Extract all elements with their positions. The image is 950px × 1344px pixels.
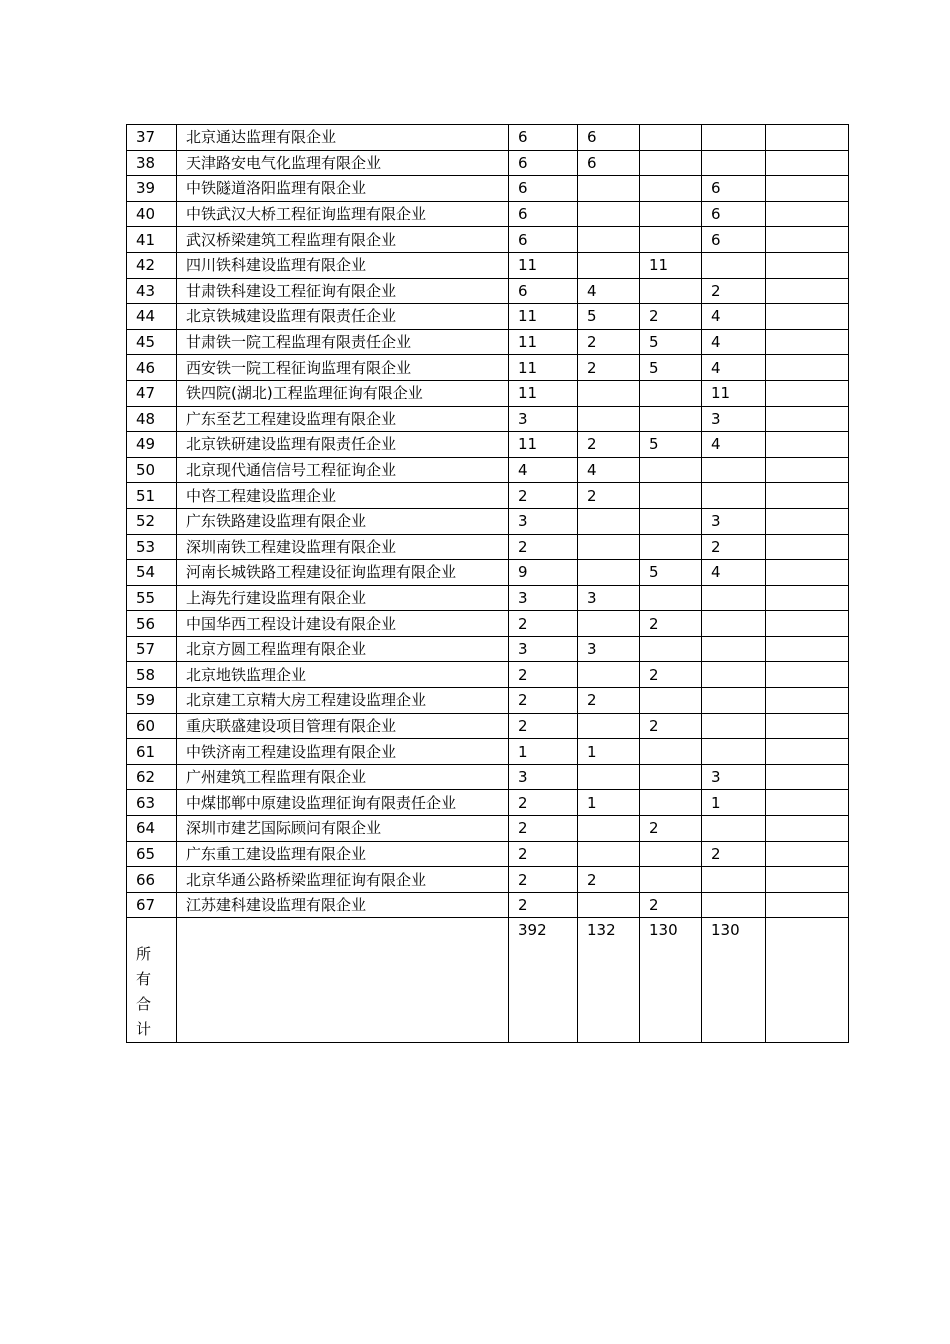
count-cell-1 <box>578 611 640 637</box>
total-count-cell: 2 <box>509 816 578 842</box>
table-row <box>127 636 849 662</box>
row-number-cell: 45 <box>127 329 177 355</box>
total-count-cell: 11 <box>509 329 578 355</box>
count-cell-3: 4 <box>702 304 766 330</box>
table-row <box>127 560 849 586</box>
company-name-cell: 重庆联盛建设项目管理有限企业 <box>177 713 509 739</box>
total-count-cell: 3 <box>509 508 578 534</box>
table-row <box>127 355 849 381</box>
table-row <box>127 457 849 483</box>
company-name-cell: 北京铁研建设监理有限责任企业 <box>177 432 509 458</box>
count-cell-1 <box>578 764 640 790</box>
total-count-cell: 2 <box>509 483 578 509</box>
row-number-cell: 66 <box>127 867 177 893</box>
count-cell-4 <box>766 739 849 765</box>
count-cell-2 <box>640 278 702 304</box>
count-cell-4 <box>766 176 849 202</box>
count-cell-3 <box>702 662 766 688</box>
total-count-cell: 2 <box>509 688 578 714</box>
count-cell-3: 6 <box>702 201 766 227</box>
total-count-cell: 6 <box>509 278 578 304</box>
count-cell-1 <box>578 508 640 534</box>
row-number-cell: 54 <box>127 560 177 586</box>
count-cell-1: 2 <box>578 329 640 355</box>
company-name-cell: 中铁武汉大桥工程征询监理有限企业 <box>177 201 509 227</box>
count-cell-1 <box>578 406 640 432</box>
count-cell-1 <box>578 252 640 278</box>
count-cell-2 <box>640 176 702 202</box>
company-name-cell: 深圳市建艺国际顾问有限企业 <box>177 816 509 842</box>
table-row <box>127 867 849 893</box>
count-cell-4 <box>766 841 849 867</box>
count-cell-4 <box>766 329 849 355</box>
table-row <box>127 790 849 816</box>
count-cell-1: 5 <box>578 304 640 330</box>
total-count-cell: 2 <box>509 534 578 560</box>
count-cell-3: 3 <box>702 764 766 790</box>
count-cell-2 <box>640 585 702 611</box>
count-cell-3: 3 <box>702 406 766 432</box>
table-row <box>127 534 849 560</box>
count-cell-3 <box>702 457 766 483</box>
company-name-cell: 上海先行建设监理有限企业 <box>177 585 509 611</box>
table-row <box>127 662 849 688</box>
company-name-cell: 北京通达监理有限企业 <box>177 125 509 151</box>
count-cell-2 <box>640 636 702 662</box>
total-count-cell: 1 <box>509 739 578 765</box>
row-number-cell: 51 <box>127 483 177 509</box>
count-cell-3 <box>702 125 766 151</box>
count-cell-4 <box>766 560 849 586</box>
summary-label: 所有合计 <box>136 945 152 1039</box>
count-cell-1: 2 <box>578 867 640 893</box>
count-cell-2 <box>640 764 702 790</box>
summary-count-cell-2: 130 <box>640 918 702 1043</box>
total-count-cell: 2 <box>509 611 578 637</box>
count-cell-1 <box>578 380 640 406</box>
table-row <box>127 585 849 611</box>
count-cell-2: 2 <box>640 892 702 918</box>
count-cell-4 <box>766 432 849 458</box>
count-cell-4 <box>766 867 849 893</box>
total-count-cell: 11 <box>509 355 578 381</box>
count-cell-3 <box>702 739 766 765</box>
count-cell-4 <box>766 380 849 406</box>
count-cell-4 <box>766 662 849 688</box>
count-cell-3: 6 <box>702 227 766 253</box>
company-name-cell: 广东重工建设监理有限企业 <box>177 841 509 867</box>
table-row <box>127 380 849 406</box>
count-cell-2 <box>640 125 702 151</box>
company-name-cell: 北京现代通信信号工程征询企业 <box>177 457 509 483</box>
count-cell-3 <box>702 483 766 509</box>
count-cell-2: 2 <box>640 662 702 688</box>
count-cell-1: 2 <box>578 688 640 714</box>
row-number-cell: 58 <box>127 662 177 688</box>
count-cell-2 <box>640 457 702 483</box>
count-cell-2: 5 <box>640 432 702 458</box>
table-row <box>127 278 849 304</box>
company-name-cell: 北京建工京精大房工程建设监理企业 <box>177 688 509 714</box>
total-count-cell: 11 <box>509 380 578 406</box>
total-count-cell: 11 <box>509 304 578 330</box>
company-name-cell: 北京华通公路桥梁监理征询有限企业 <box>177 867 509 893</box>
row-number-cell: 63 <box>127 790 177 816</box>
total-count-cell: 2 <box>509 892 578 918</box>
summary-total-cell: 392 <box>509 918 578 1043</box>
count-cell-1: 1 <box>578 790 640 816</box>
table-row <box>127 739 849 765</box>
table-row <box>127 406 849 432</box>
total-count-cell: 2 <box>509 790 578 816</box>
company-name-cell: 江苏建科建设监理有限企业 <box>177 892 509 918</box>
count-cell-3 <box>702 867 766 893</box>
row-number-cell: 50 <box>127 457 177 483</box>
table-row <box>127 329 849 355</box>
row-number-cell: 55 <box>127 585 177 611</box>
count-cell-3 <box>702 252 766 278</box>
count-cell-1: 3 <box>578 636 640 662</box>
row-number-cell: 65 <box>127 841 177 867</box>
count-cell-2: 5 <box>640 329 702 355</box>
company-name-cell: 中煤邯郸中原建设监理征询有限责任企业 <box>177 790 509 816</box>
company-name-cell: 铁四院(湖北)工程监理征询有限企业 <box>177 380 509 406</box>
count-cell-4 <box>766 611 849 637</box>
table-row <box>127 304 849 330</box>
count-cell-2 <box>640 841 702 867</box>
total-count-cell: 6 <box>509 201 578 227</box>
table-row <box>127 508 849 534</box>
supervision-company-table <box>126 124 849 1043</box>
row-number-cell: 49 <box>127 432 177 458</box>
table-body <box>127 125 849 1043</box>
count-cell-4 <box>766 304 849 330</box>
total-count-cell: 6 <box>509 150 578 176</box>
count-cell-4 <box>766 816 849 842</box>
company-name-cell: 北京方圆工程监理有限企业 <box>177 636 509 662</box>
company-name-cell: 中国华西工程设计建设有限企业 <box>177 611 509 637</box>
count-cell-1: 2 <box>578 432 640 458</box>
row-number-cell: 59 <box>127 688 177 714</box>
count-cell-2: 11 <box>640 252 702 278</box>
count-cell-2 <box>640 867 702 893</box>
count-cell-1 <box>578 816 640 842</box>
count-cell-2: 5 <box>640 560 702 586</box>
company-name-cell: 北京地铁监理企业 <box>177 662 509 688</box>
company-name-cell: 深圳南铁工程建设监理有限企业 <box>177 534 509 560</box>
count-cell-1: 3 <box>578 585 640 611</box>
table-row <box>127 841 849 867</box>
row-number-cell: 67 <box>127 892 177 918</box>
row-number-cell: 44 <box>127 304 177 330</box>
total-count-cell: 4 <box>509 457 578 483</box>
row-number-cell: 62 <box>127 764 177 790</box>
row-number-cell: 56 <box>127 611 177 637</box>
count-cell-4 <box>766 764 849 790</box>
row-number-cell: 38 <box>127 150 177 176</box>
total-count-cell: 9 <box>509 560 578 586</box>
table-row <box>127 125 849 151</box>
count-cell-3: 6 <box>702 176 766 202</box>
table-row <box>127 432 849 458</box>
count-cell-1 <box>578 841 640 867</box>
count-cell-1 <box>578 662 640 688</box>
table-row <box>127 688 849 714</box>
table-row <box>127 227 849 253</box>
count-cell-4 <box>766 201 849 227</box>
row-number-cell: 42 <box>127 252 177 278</box>
summary-label-cell <box>127 918 177 1043</box>
total-count-cell: 3 <box>509 585 578 611</box>
count-cell-4 <box>766 125 849 151</box>
total-count-cell: 2 <box>509 841 578 867</box>
table-row <box>127 201 849 227</box>
summary-name-cell <box>177 918 509 1043</box>
count-cell-3: 4 <box>702 432 766 458</box>
company-name-cell: 武汉桥梁建筑工程监理有限企业 <box>177 227 509 253</box>
company-name-cell: 广州建筑工程监理有限企业 <box>177 764 509 790</box>
row-number-cell: 48 <box>127 406 177 432</box>
count-cell-2: 2 <box>640 713 702 739</box>
table-row <box>127 483 849 509</box>
count-cell-3 <box>702 688 766 714</box>
count-cell-1 <box>578 201 640 227</box>
count-cell-3 <box>702 816 766 842</box>
count-cell-2 <box>640 380 702 406</box>
count-cell-4 <box>766 892 849 918</box>
total-count-cell: 2 <box>509 662 578 688</box>
count-cell-3: 11 <box>702 380 766 406</box>
count-cell-2 <box>640 483 702 509</box>
row-number-cell: 47 <box>127 380 177 406</box>
count-cell-2 <box>640 227 702 253</box>
company-name-cell: 四川铁科建设监理有限企业 <box>177 252 509 278</box>
row-number-cell: 39 <box>127 176 177 202</box>
total-count-cell: 3 <box>509 636 578 662</box>
company-name-cell: 西安铁一院工程征询监理有限企业 <box>177 355 509 381</box>
count-cell-1: 6 <box>578 150 640 176</box>
count-cell-3: 2 <box>702 534 766 560</box>
total-count-cell: 3 <box>509 764 578 790</box>
count-cell-3: 1 <box>702 790 766 816</box>
company-name-cell: 天津路安电气化监理有限企业 <box>177 150 509 176</box>
count-cell-4 <box>766 713 849 739</box>
count-cell-1: 1 <box>578 739 640 765</box>
summary-count-cell-3: 130 <box>702 918 766 1043</box>
company-name-cell: 甘肃铁一院工程监理有限责任企业 <box>177 329 509 355</box>
count-cell-4 <box>766 150 849 176</box>
table-row <box>127 713 849 739</box>
row-number-cell: 52 <box>127 508 177 534</box>
count-cell-3 <box>702 713 766 739</box>
count-cell-3: 4 <box>702 329 766 355</box>
row-number-cell: 43 <box>127 278 177 304</box>
count-cell-2 <box>640 790 702 816</box>
total-count-cell: 6 <box>509 176 578 202</box>
count-cell-1: 6 <box>578 125 640 151</box>
summary-count-cell-4 <box>766 918 849 1043</box>
count-cell-2 <box>640 150 702 176</box>
count-cell-3: 3 <box>702 508 766 534</box>
table-row <box>127 816 849 842</box>
count-cell-3 <box>702 892 766 918</box>
count-cell-3 <box>702 585 766 611</box>
company-name-cell: 广东铁路建设监理有限企业 <box>177 508 509 534</box>
table-row <box>127 176 849 202</box>
count-cell-3: 4 <box>702 560 766 586</box>
row-number-cell: 53 <box>127 534 177 560</box>
count-cell-3: 4 <box>702 355 766 381</box>
count-cell-4 <box>766 278 849 304</box>
count-cell-4 <box>766 585 849 611</box>
count-cell-2: 2 <box>640 816 702 842</box>
total-count-cell: 11 <box>509 432 578 458</box>
count-cell-1: 2 <box>578 483 640 509</box>
total-count-cell: 2 <box>509 867 578 893</box>
count-cell-1 <box>578 227 640 253</box>
count-cell-2 <box>640 688 702 714</box>
count-cell-4 <box>766 508 849 534</box>
count-cell-1: 4 <box>578 457 640 483</box>
count-cell-4 <box>766 227 849 253</box>
count-cell-3 <box>702 611 766 637</box>
table-row <box>127 764 849 790</box>
count-cell-2 <box>640 201 702 227</box>
count-cell-4 <box>766 355 849 381</box>
count-cell-4 <box>766 636 849 662</box>
count-cell-3 <box>702 636 766 662</box>
total-count-cell: 6 <box>509 125 578 151</box>
count-cell-2 <box>640 534 702 560</box>
count-cell-2 <box>640 508 702 534</box>
company-name-cell: 中咨工程建设监理企业 <box>177 483 509 509</box>
count-cell-1 <box>578 560 640 586</box>
company-name-cell: 河南长城铁路工程建设征询监理有限企业 <box>177 560 509 586</box>
count-cell-2: 5 <box>640 355 702 381</box>
count-cell-1 <box>578 892 640 918</box>
count-cell-4 <box>766 790 849 816</box>
row-number-cell: 41 <box>127 227 177 253</box>
count-cell-2: 2 <box>640 611 702 637</box>
count-cell-1 <box>578 534 640 560</box>
summary-count-cell-1: 132 <box>578 918 640 1043</box>
row-number-cell: 60 <box>127 713 177 739</box>
count-cell-1: 4 <box>578 278 640 304</box>
summary-row <box>127 918 849 1043</box>
table-row <box>127 150 849 176</box>
count-cell-4 <box>766 406 849 432</box>
row-number-cell: 61 <box>127 739 177 765</box>
count-cell-1 <box>578 713 640 739</box>
count-cell-3: 2 <box>702 841 766 867</box>
count-cell-2 <box>640 739 702 765</box>
company-name-cell: 中铁隧道洛阳监理有限企业 <box>177 176 509 202</box>
table-row <box>127 252 849 278</box>
company-name-cell: 北京铁城建设监理有限责任企业 <box>177 304 509 330</box>
row-number-cell: 40 <box>127 201 177 227</box>
total-count-cell: 6 <box>509 227 578 253</box>
count-cell-4 <box>766 688 849 714</box>
count-cell-2 <box>640 406 702 432</box>
company-name-cell: 广东至艺工程建设监理有限企业 <box>177 406 509 432</box>
company-name-cell: 中铁济南工程建设监理有限企业 <box>177 739 509 765</box>
count-cell-4 <box>766 457 849 483</box>
total-count-cell: 2 <box>509 713 578 739</box>
row-number-cell: 64 <box>127 816 177 842</box>
count-cell-3: 2 <box>702 278 766 304</box>
row-number-cell: 46 <box>127 355 177 381</box>
count-cell-3 <box>702 150 766 176</box>
row-number-cell: 57 <box>127 636 177 662</box>
total-count-cell: 11 <box>509 252 578 278</box>
count-cell-4 <box>766 252 849 278</box>
table-row <box>127 611 849 637</box>
total-count-cell: 3 <box>509 406 578 432</box>
count-cell-2: 2 <box>640 304 702 330</box>
row-number-cell: 37 <box>127 125 177 151</box>
count-cell-1 <box>578 176 640 202</box>
count-cell-4 <box>766 483 849 509</box>
count-cell-4 <box>766 534 849 560</box>
count-cell-1: 2 <box>578 355 640 381</box>
company-name-cell: 甘肃铁科建设工程征询有限企业 <box>177 278 509 304</box>
table-row <box>127 892 849 918</box>
